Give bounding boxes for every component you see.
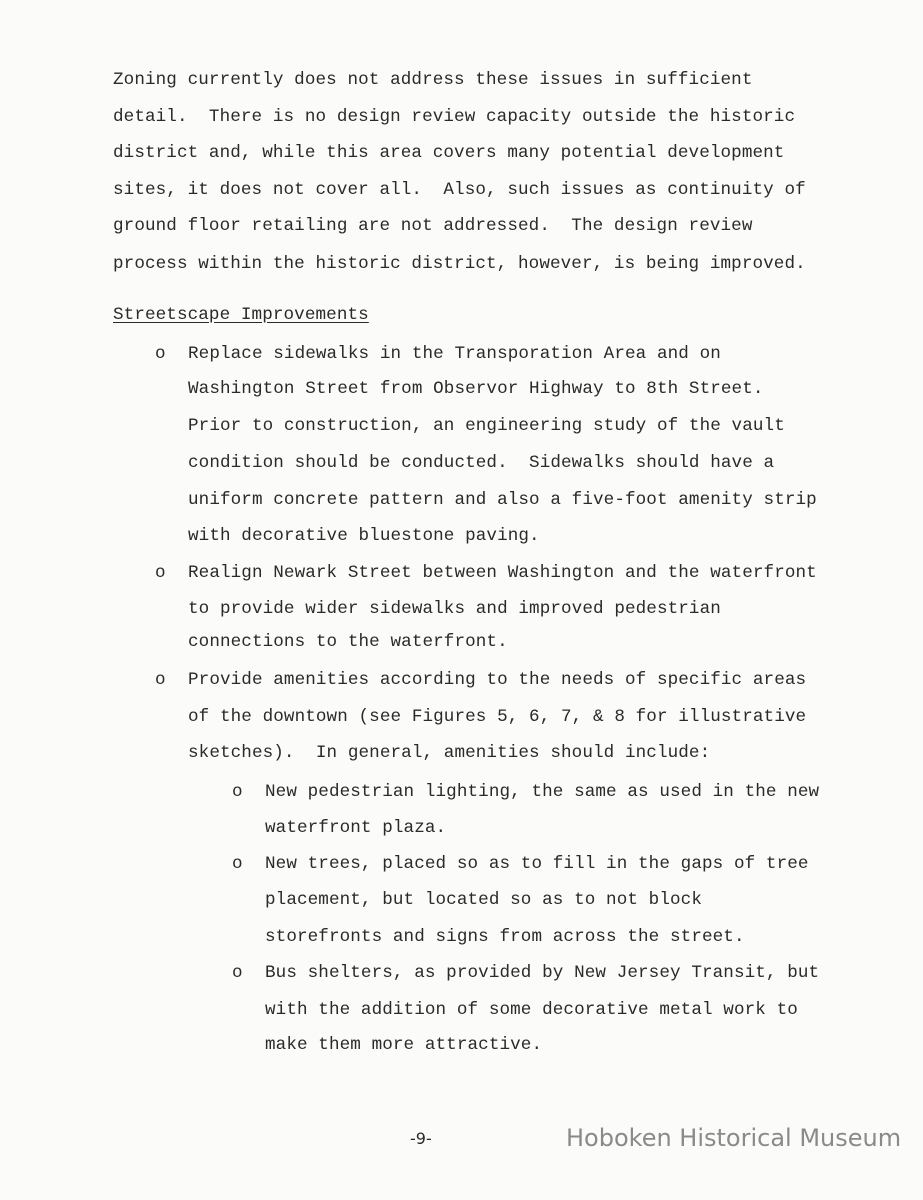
page-number: -9- [410, 1129, 432, 1148]
bullet-line: of the downtown (see Figures 5, 6, 7, & 8 for illustrative [188, 707, 807, 727]
sub-bullet-marker: o [232, 854, 243, 874]
sub-bullet-marker: o [232, 963, 243, 983]
bullet-line: Prior to construction, an engineering study of the vault [188, 416, 785, 436]
bullet-marker: o [155, 344, 166, 364]
bullet-line: uniform concrete pattern and also a five-foot amenity strip [188, 490, 817, 510]
paragraph-line: Zoning currently does not address these issues in sufficient [113, 70, 753, 90]
sub-bullet-line: placement, but located so as to not block [265, 890, 702, 910]
bullet-line: connections to the waterfront. [188, 632, 508, 652]
paragraph-line: process within the historic district, however, is being improved. [113, 254, 806, 274]
sub-bullet-line: New trees, placed so as to fill in the gaps of tree [265, 854, 809, 874]
paragraph-line: sites, it does not cover all. Also, such issues as continuity of [113, 180, 806, 200]
bullet-line: Provide amenities according to the needs of specific areas [188, 670, 807, 690]
bullet-line: Replace sidewalks in the Transporation Area and on [188, 344, 721, 364]
bullet-line: with decorative bluestone paving. [188, 526, 540, 546]
paragraph-line: district and, while this area covers many potential development [113, 143, 785, 163]
bullet-line: condition should be conducted. Sidewalks should have a [188, 453, 775, 473]
bullet-line: to provide wider sidewalks and improved pedestrian [188, 599, 721, 619]
museum-watermark: Hoboken Historical Museum [566, 1124, 902, 1152]
bullet-line: sketches). In general, amenities should include: [188, 743, 711, 763]
sub-bullet-line: storefronts and signs from across the street. [265, 927, 745, 947]
section-heading: Streetscape Improvements [113, 305, 369, 325]
sub-bullet-line: with the addition of some decorative metal work to [265, 1000, 798, 1020]
sub-bullet-line: waterfront plaza. [265, 818, 447, 838]
paragraph-line: ground floor retailing are not addressed. The design review [113, 216, 753, 236]
paragraph-line: detail. There is no design review capacity outside the historic [113, 107, 796, 127]
sub-bullet-line: make them more attractive. [265, 1035, 543, 1055]
bullet-marker: o [155, 563, 166, 583]
sub-bullet-line: Bus shelters, as provided by New Jersey Transit, but [265, 963, 820, 983]
bullet-line: Washington Street from Observor Highway to 8th Street. [188, 379, 764, 399]
bullet-marker: o [155, 670, 166, 690]
sub-bullet-marker: o [232, 782, 243, 802]
bullet-line: Realign Newark Street between Washington and the waterfront [188, 563, 817, 583]
sub-bullet-line: New pedestrian lighting, the same as used in the new [265, 782, 820, 802]
